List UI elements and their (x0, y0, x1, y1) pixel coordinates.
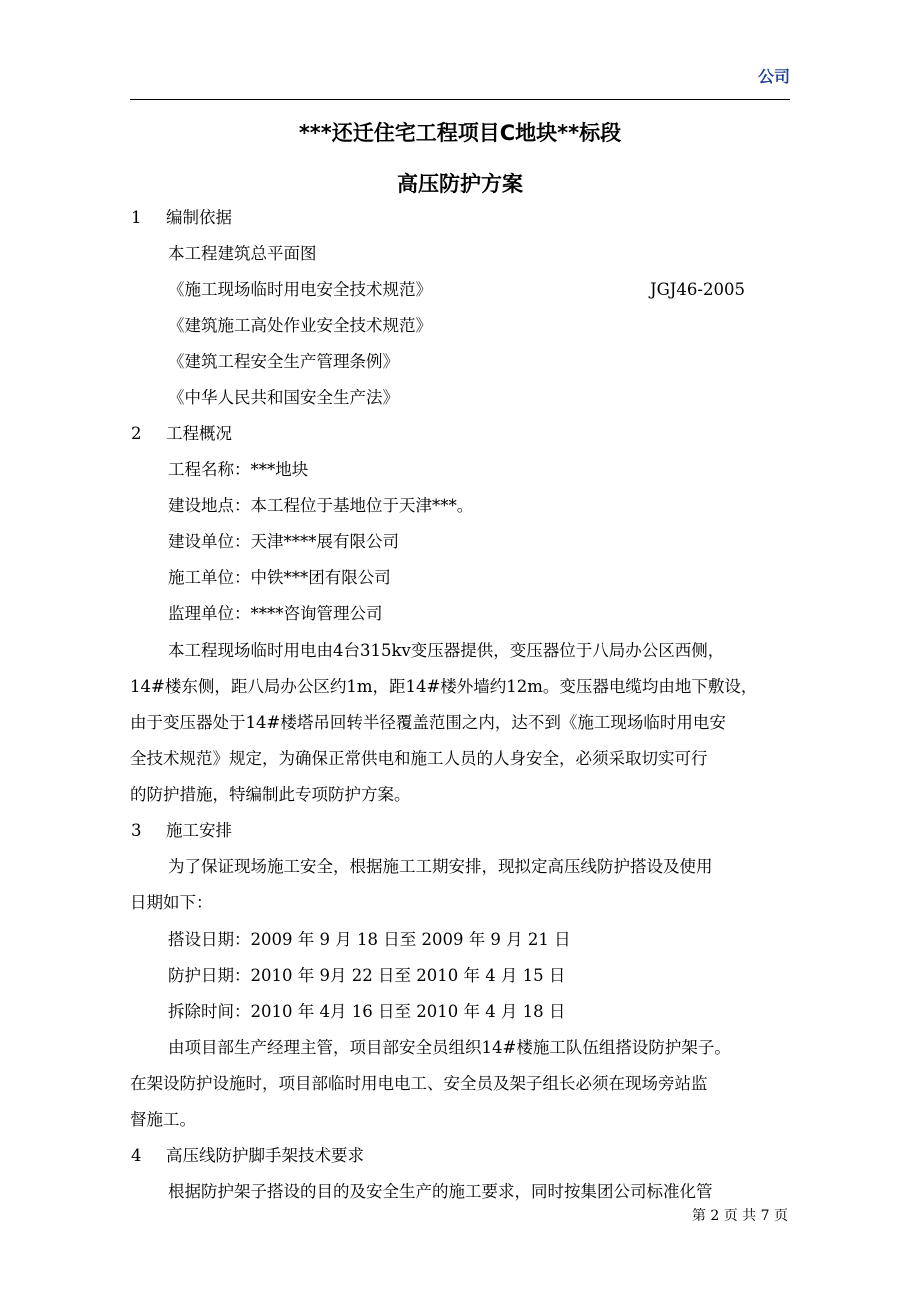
basis-item-4: 《建筑工程安全生产管理条例》 (168, 352, 399, 371)
project-name: 工程名称：***地块 (168, 460, 309, 479)
schedule-dismantle-dates: 拆除时间：2010 年 4月 16 日至 2010 年 4 月 18 日 (168, 1002, 566, 1021)
header-rule (130, 99, 790, 100)
responsibility-line-1: 由项目部生产经理主管，项目部安全员组织14#楼施工队伍组搭设防护架子。 (168, 1038, 731, 1057)
schedule-erect-dates: 搭设日期：2009 年 9 月 18 日至 2009 年 9 月 21 日 (168, 930, 571, 949)
schedule-intro-line-2: 日期如下： (130, 893, 213, 912)
section-2-title: 工程概况 (166, 424, 232, 443)
section-4-title: 高压线防护脚手架技术要求 (166, 1146, 364, 1165)
basis-item-3: 《建筑施工高处作业安全技术规范》 (168, 316, 432, 335)
project-owner: 建设单位：天津****展有限公司 (168, 532, 399, 551)
overview-para-line-4: 全技术规范》规定，为确保正常供电和施工人员的人身安全，必须采取切实可行 (130, 749, 708, 768)
section-2-number: 2 (131, 424, 142, 443)
section-4-number: 4 (131, 1146, 142, 1165)
overview-para-line-2: 14#楼东侧，距八局办公区约1m，距14#楼外墙约12m。变压器电缆均由地下敷设， (130, 677, 758, 696)
schedule-intro-line-1: 为了保证现场施工安全，根据施工工期安排，现拟定高压线防护搭设及使用 (168, 857, 713, 876)
section-3-number: 3 (131, 821, 142, 840)
basis-item-2: 《施工现场临时用电安全技术规范》 (168, 280, 432, 299)
document-title: ***还迁住宅工程项目C地块**标段 (298, 121, 622, 145)
basis-item-1: 本工程建筑总平面图 (168, 244, 317, 263)
header-company: 公司 (757, 67, 790, 86)
overview-para-line-5: 的防护措施，特编制此专项防护方案。 (130, 785, 411, 804)
project-location: 建设地点：本工程位于基地位于天津***。 (168, 496, 474, 515)
scaffold-requirements-line-1: 根据防护架子搭设的目的及安全生产的施工要求，同时按集团公司标准化管 (168, 1182, 713, 1201)
overview-para-line-3: 由于变压器处于14#楼塔吊回转半径覆盖范围之内，达不到《施工现场临时用电安 (130, 713, 726, 732)
section-1-title: 编制依据 (166, 208, 232, 227)
project-supervisor: 监理单位：****咨询管理公司 (168, 604, 383, 623)
overview-para-line-1: 本工程现场临时用电由4台315kv变压器提供，变压器位于八局办公区西侧， (168, 641, 725, 660)
responsibility-line-3: 督施工。 (130, 1110, 196, 1129)
responsibility-line-2: 在架设防护设施时，项目部临时用电电工、安全员及架子组长必须在现场旁站监 (130, 1074, 708, 1093)
schedule-protect-dates: 防护日期：2010 年 9月 22 日至 2010 年 4 月 15 日 (168, 966, 566, 985)
section-3-title: 施工安排 (166, 821, 232, 840)
document-subtitle: 高压防护方案 (397, 172, 523, 196)
basis-item-5: 《中华人民共和国安全生产法》 (168, 388, 399, 407)
section-1-number: 1 (131, 208, 142, 227)
page-footer: 第 2 页 共 7 页 (691, 1208, 788, 1224)
basis-item-2-code: JGJ46-2005 (650, 280, 745, 299)
project-contractor: 施工单位：中铁***团有限公司 (168, 568, 391, 587)
